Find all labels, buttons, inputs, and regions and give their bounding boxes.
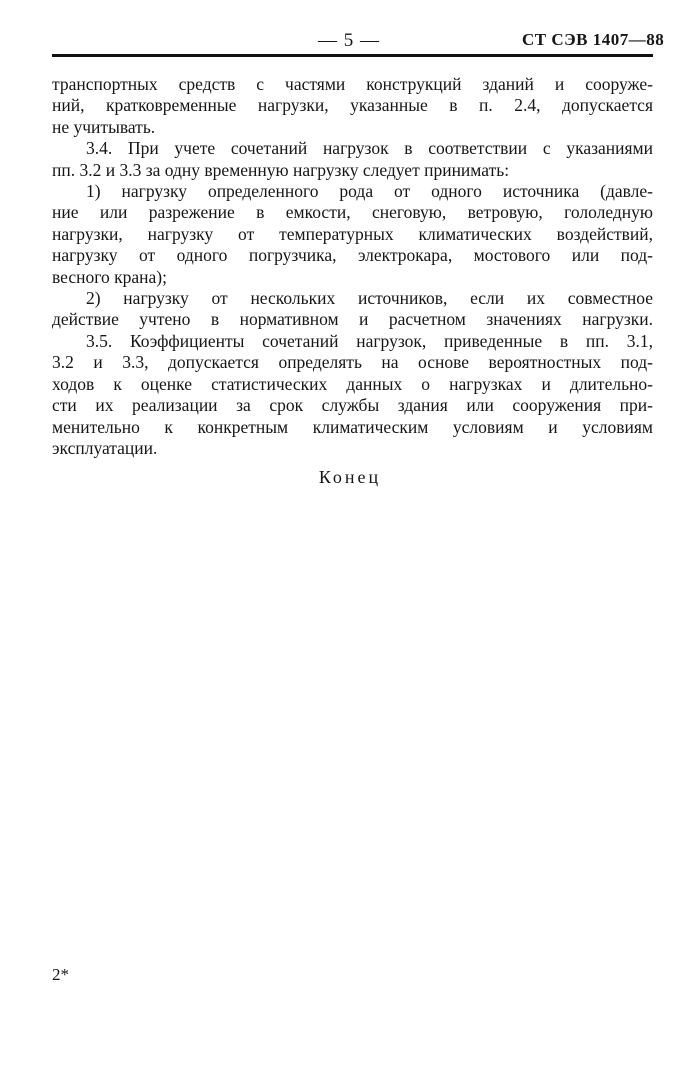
document-code: СТ СЭВ 1407—88 <box>522 30 665 49</box>
signature-mark: 2* <box>52 965 69 984</box>
text-line: нагрузку от одного погрузчика, электрокара, мостового или под- <box>52 245 653 266</box>
text-line: нагрузки, нагрузку от температурных климатических воздействий, <box>52 223 653 244</box>
text-line: менительно к конкретным климатическим условиям и условиям <box>52 416 653 437</box>
list-item-1-start: 1) нагрузку определенного рода от одного источника (давле- <box>86 181 653 202</box>
text-line: эксплуатации. <box>52 437 158 458</box>
text-line: ние или разрежение в емкости, снеговую, ветровую, гололедную <box>52 202 653 223</box>
list-item-2-start: 2) нагрузку от нескольких источников, если их совместное <box>86 288 653 309</box>
page-header <box>0 0 700 60</box>
paragraph-3-5-start: 3.5. Коэффициенты сочетаний нагрузок, приведенные в пп. 3.1, <box>86 330 653 351</box>
text-line: не учитывать. <box>52 116 156 137</box>
text-line: ний, кратковременные нагрузки, указанные в п. 2.4, допускается <box>52 95 653 116</box>
paragraph-3-4-start: 3.4. При учете сочетаний нагрузок в соответствии с указаниями <box>86 138 653 159</box>
page-number: — 5 — <box>318 30 380 51</box>
text-line: ходов к оценке статистических данных о нагрузках и длительно- <box>52 373 653 394</box>
text-line: 3.2 и 3.3, допускается определять на основе вероятностных под- <box>52 352 653 373</box>
body-text <box>52 74 653 459</box>
header-rule <box>52 54 653 57</box>
text-line: сти их реализации за срок службы здания или сооружения при- <box>52 395 653 416</box>
text-line: весного крана); <box>52 266 167 287</box>
text-line: пп. 3.2 и 3.3 за одну временную нагрузку следует принимать: <box>52 159 510 180</box>
text-line: транспортных средств с частями конструкций зданий и сооруже- <box>52 74 653 94</box>
end-marker: Конец <box>318 467 382 487</box>
text-line: действие учтено в нормативном и расчетном значениях нагрузки. <box>52 309 653 330</box>
